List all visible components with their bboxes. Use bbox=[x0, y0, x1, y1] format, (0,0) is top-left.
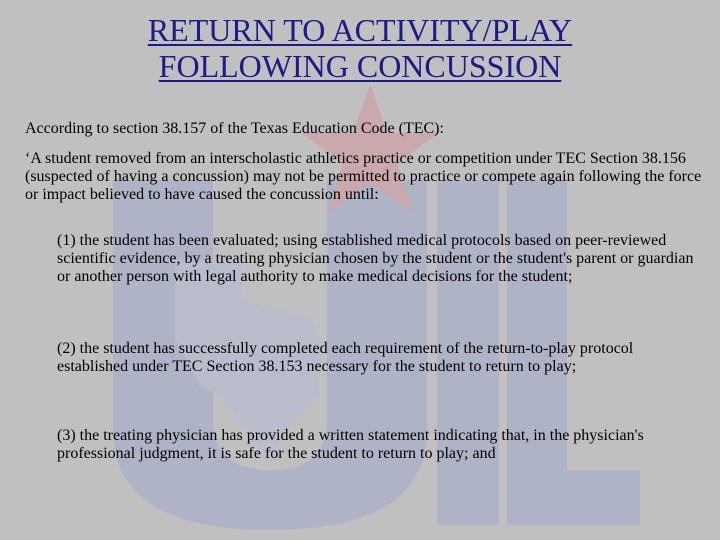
condition-item-2: (2) the student has successfully completed each requirement of the return-to-play protocol established under TEC Section 38.153 necessary for the student to return to play; bbox=[57, 340, 634, 375]
intro-paragraph: According to section 38.157 of the Texas Education Code (TEC): bbox=[25, 120, 444, 137]
slide-title bbox=[0, 12, 720, 84]
condition-item-1: (1) the student has been evaluated; using established medical protocols based on peer-reviewed scientific evidence, by a treating physician chosen by the student or the student's parent or guardian or another person with legal authority to make medical decisions for the student; bbox=[57, 232, 694, 285]
slide-title-line-2: FOLLOWING CONCUSSION bbox=[158, 48, 562, 84]
slide-title-line-1: RETURN TO ACTIVITY/PLAY bbox=[147, 12, 573, 48]
condition-item-3: (3) the treating physician has provided a written statement indicating that, in the physician's professional judgment, it is safe for the student to return to play; and bbox=[57, 427, 644, 462]
quote-paragraph: ‘A student removed from an interscholastic athletics practice or competition under TEC Section 38.156 (suspected of having a concussion) may not be permitted to practice or compete again following the force or impact believed to have caused the concussion until: bbox=[25, 150, 702, 203]
